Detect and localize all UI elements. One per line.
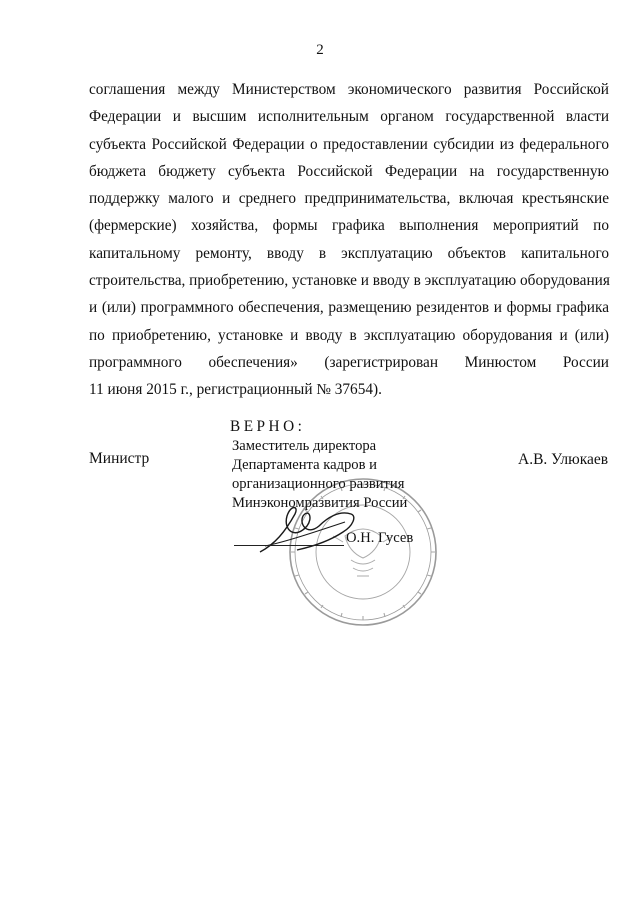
body-line: капитальному ремонту, вводу в эксплуатацию объектов капитального [89, 244, 609, 262]
certifier-line: Заместитель директора [232, 438, 377, 454]
body-line: Федерации и высшим исполнительным органом государственной власти [89, 108, 609, 126]
body-line: по приобретению, установке и вводу в эксплуатацию оборудования и (или) [89, 326, 609, 344]
body-line: программного обеспечения» (зарегистрирован Минюстом России [89, 353, 609, 371]
body-line: соглашения между Министерством экономического развития Российской [89, 81, 609, 98]
certifier-line: Департамента кадров и [232, 457, 377, 473]
certifier-name: О.Н. Гусев [346, 530, 414, 546]
body-line: бюджета бюджету субъекта Российской Федерации на государственную [89, 162, 609, 180]
minister-name: А.В. Улюкаев [518, 451, 609, 468]
body-line: 11 июня 2015 г., регистрационный № 37654). [89, 381, 382, 399]
signature-line [234, 545, 344, 546]
body-line: поддержку малого и среднего предпринимательства, включая крестьянские [89, 190, 609, 208]
body-line: строительства, приобретению, установке и вводу в эксплуатацию оборудования [89, 272, 610, 290]
minister-title: Министр [89, 450, 150, 467]
body-line: (фермерские) хозяйства, формы графика выполнения мероприятий по [89, 217, 609, 235]
certifier-line: Минэкономразвития России [232, 495, 408, 511]
certified-mark: ВЕРНО: [230, 418, 306, 435]
certifier-position [232, 437, 407, 513]
page-number: 2 [316, 42, 324, 58]
body-line: и (или) программного обеспечения, размещению резидентов и формы графика [89, 299, 609, 317]
certifier-line: организационного развития [232, 476, 405, 492]
body-line: субъекта Российской Федерации о предоставлении субсидии из федерального [89, 135, 609, 153]
document-body [89, 76, 609, 404]
